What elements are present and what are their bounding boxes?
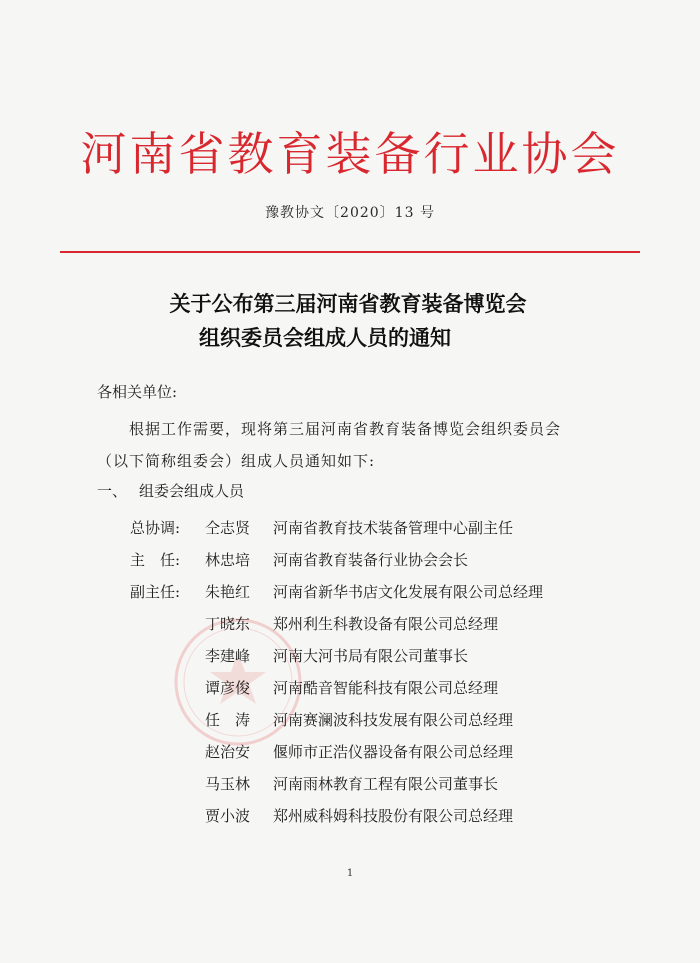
member-row — [130, 737, 543, 769]
member-org: 河南省教育装备行业协会会长 — [273, 551, 469, 569]
member-role: 副主任: — [130, 583, 181, 601]
member-org: 偃师市正浩仪器设备有限公司总经理 — [273, 743, 514, 761]
member-name: 丁晓东 — [205, 615, 251, 633]
member-name: 马玉林 — [205, 775, 251, 793]
member-name: 李建峰 — [205, 647, 251, 665]
member-row — [130, 545, 543, 577]
member-row — [130, 641, 543, 673]
section-heading — [97, 480, 244, 501]
member-org: 郑州威科姆科技股份有限公司总经理 — [273, 807, 514, 825]
member-row — [130, 801, 543, 833]
salutation: 各相关单位: — [97, 383, 178, 401]
member-row — [130, 577, 543, 609]
member-name: 朱艳红 — [205, 583, 251, 601]
member-name: 任 涛 — [205, 711, 251, 729]
document-number: 豫教协文〔2020〕13 号 — [265, 205, 435, 221]
member-org: 河南省新华书店文化发展有限公司总经理 — [273, 583, 544, 601]
title-line-1: 关于公布第三届河南省教育装备博览会 — [169, 292, 527, 316]
member-row — [130, 705, 543, 737]
member-list — [130, 513, 543, 833]
member-name: 谭彦俊 — [205, 679, 251, 697]
member-row — [130, 609, 543, 641]
organization-header: 河南省教育装备行业协会 — [80, 127, 620, 181]
member-name: 赵治安 — [205, 743, 251, 761]
member-org: 郑州利生科教设备有限公司总经理 — [273, 615, 499, 633]
section-number: 一、 — [97, 482, 128, 500]
member-name: 林忠培 — [205, 551, 251, 569]
member-org: 河南雨林教育工程有限公司董事长 — [273, 775, 499, 793]
member-row — [130, 673, 543, 705]
member-row — [130, 769, 543, 801]
member-org: 河南省教育技术装备管理中心副主任 — [273, 519, 514, 537]
member-org: 河南赛澜波科技发展有限公司总经理 — [273, 711, 514, 729]
title-line-2: 组织委员会组成人员的通知 — [199, 326, 451, 350]
document-title — [0, 287, 700, 355]
member-role: 主 任: — [130, 551, 181, 569]
body-paragraph-text: 根据工作需要，现将第三届河南省教育装备博览会组织委员会（以下简称组委会）组成人员通知如下: — [97, 420, 562, 470]
member-org: 河南大河书局有限公司董事长 — [273, 647, 469, 665]
member-org: 河南酷音智能科技有限公司总经理 — [273, 679, 499, 697]
body-paragraph — [97, 413, 577, 477]
member-name: 仝志贤 — [205, 519, 251, 537]
member-name: 贾小波 — [205, 807, 251, 825]
red-divider — [60, 251, 640, 253]
member-row — [130, 513, 543, 545]
section-title: 组委会组成人员 — [139, 482, 245, 500]
member-role: 总协调: — [130, 519, 181, 537]
page-number: 1 — [346, 868, 354, 879]
